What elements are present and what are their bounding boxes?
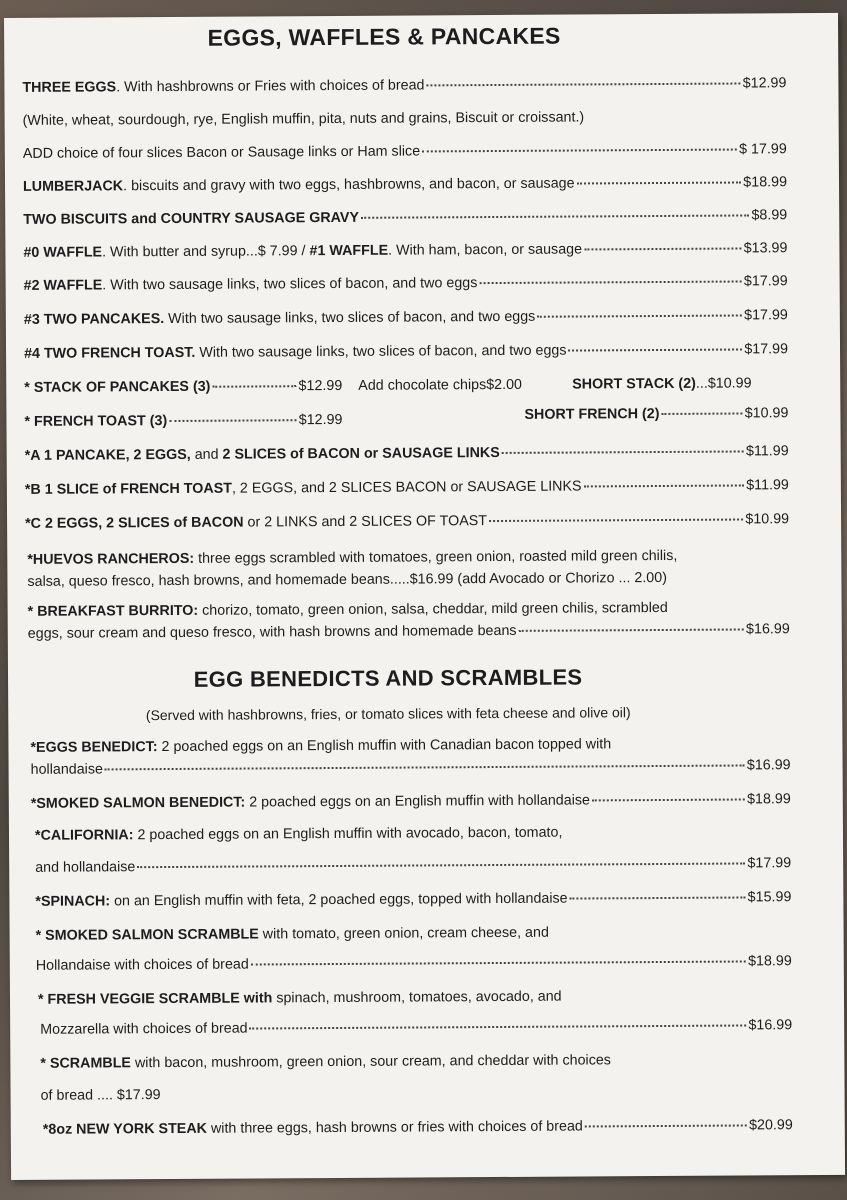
dot-leader	[585, 1124, 747, 1127]
menu-item-eggs-benedict	[30, 736, 611, 756]
item-name: *CALIFORNIA:	[34, 827, 134, 844]
dot-leader	[105, 764, 745, 770]
item-name: *SMOKED SALMON BENEDICT:	[30, 794, 246, 812]
dot-leader: ...	[695, 375, 708, 392]
item-desc-2: . With ham, bacon, or sausage	[388, 241, 583, 259]
dot-leader	[169, 419, 297, 422]
section-title-egg-benedicts-scrambles: EGG BENEDICTS AND SCRAMBLES	[193, 664, 583, 692]
menu-item-add-meat	[23, 141, 787, 162]
item-name-2: 2 SLICES of BACON or SAUSAGE LINKS	[222, 444, 500, 463]
item-desc: 2 poached eggs on an English muffin with Canadian bacon topped with	[157, 736, 612, 756]
item-name: * SMOKED SALMON SCRAMBLE	[35, 926, 259, 944]
item-desc: ADD choice of four slices Bacon or Sausage links or Ham slice	[22, 143, 421, 162]
item-desc: With two sausage links, two slices of bacon, and two eggs	[195, 342, 567, 361]
menu-item-breakfast-burrito	[28, 600, 668, 620]
item-name: #4 TWO FRENCH TOAST.	[24, 344, 196, 362]
menu-item-combo-a	[25, 443, 789, 464]
item-name: * SCRAMBLE	[40, 1055, 131, 1072]
item-price: $17.99	[747, 855, 792, 872]
item-price: $16.99	[746, 757, 791, 774]
item-desc: . With hashbrowns or Fries with choices of bread	[116, 77, 425, 96]
menu-item-french-toast-3	[24, 412, 342, 430]
item-price: $12.99	[298, 377, 343, 395]
item-name: #2 WAFFLE	[23, 277, 103, 294]
menu-item-short-stack	[572, 375, 751, 392]
item-price: $10.99	[745, 511, 790, 528]
item-name: *EGGS BENEDICT:	[30, 739, 158, 756]
item-name: SHORT STACK (2)	[572, 375, 696, 393]
dot-leader	[422, 149, 737, 153]
dot-leader	[584, 484, 745, 487]
section-title-eggs-waffles-pancakes: EGGS, WAFFLES & PANCAKES	[207, 22, 561, 51]
menu-item-fresh-veggie-scramble	[38, 989, 562, 1008]
menu-item-waffle-2	[24, 273, 788, 294]
section-serving-note: (Served with hashbrowns, fries, or tomato slices with feta cheese and olive oil)	[145, 704, 631, 724]
item-desc: chorizo, tomato, green onion, salsa, cheddar, mild green chilis, scrambled	[198, 599, 668, 619]
dot-leader	[489, 518, 743, 522]
item-price: $12.99	[298, 411, 343, 429]
menu-item-stack-of-pancakes	[24, 378, 342, 396]
dot-leader	[570, 896, 746, 899]
item-desc: and hollandaise	[35, 859, 136, 876]
dot-leader	[519, 628, 745, 631]
item-name: *A 1 PANCAKE, 2 EGGS,	[24, 446, 191, 464]
menu-item-lumberjack	[23, 174, 787, 195]
item-price: $11.99	[746, 477, 789, 494]
dot-leader	[137, 862, 745, 868]
item-desc: with three eggs, hash browns or fries with choices of bread	[206, 1118, 583, 1137]
item-desc: and	[190, 446, 223, 463]
item-name: *SPINACH:	[35, 893, 111, 910]
item-desc: 2 poached eggs on an English muffin with hollandaise	[245, 792, 591, 811]
item-name: LUMBERJACK	[22, 178, 124, 195]
item-desc: three eggs scrambled with tomatoes, green onion, roasted mild green chilis,	[194, 547, 678, 567]
menu-item-short-french	[524, 405, 788, 423]
item-desc: 2 poached eggs on an English muffin with avocado, bacon, tomato,	[133, 824, 563, 844]
item-name: TWO BISCUITS and COUNTRY SAUSAGE GRAVY	[23, 209, 360, 228]
item-name: * BREAKFAST BURRITO:	[27, 602, 199, 620]
item-price: $17.99	[744, 307, 788, 324]
item-name: * FRESH VEGGIE SCRAMBLE with	[37, 990, 273, 1008]
dot-leader	[568, 348, 742, 351]
fresh-veggie-scramble-line2	[40, 1017, 792, 1038]
item-price: $17.99	[743, 273, 788, 290]
item-price: $16.99	[745, 621, 790, 638]
item-price: $10.99	[707, 375, 752, 392]
dot-leader	[661, 412, 742, 414]
item-desc: Hollandaise with choices of bread	[35, 956, 249, 974]
menu-item-two-pancakes	[24, 307, 788, 328]
menu-page	[4, 13, 845, 1180]
item-desc: eggs, sour cream and queso fresco, with hash browns and homemade beans	[27, 622, 517, 642]
item-price: $18.99	[747, 953, 792, 970]
item-name: * STACK OF PANCAKES (3)	[24, 378, 211, 396]
dot-leader	[212, 385, 296, 388]
item-desc: . With butter and syrup...$ 7.99 /	[102, 243, 310, 261]
menu-item-smoked-salmon-scramble	[36, 925, 549, 944]
item-desc: spinach, mushroom, tomatoes, avocado, and	[272, 988, 562, 1007]
smoked-salmon-scramble-line2	[36, 953, 792, 974]
menu-item-california	[35, 825, 563, 844]
dot-leader	[361, 214, 749, 218]
menu-item-smoked-salmon-benedict	[31, 791, 791, 812]
item-price: $15.99	[747, 889, 792, 906]
dot-leader	[251, 960, 746, 965]
item-price: $16.99	[748, 1017, 793, 1034]
item-name: #3 TWO PANCAKES.	[23, 311, 165, 328]
dot-leader	[577, 181, 742, 184]
menu-item-scramble	[40, 1052, 611, 1071]
item-name: *C 2 EGGS, 2 SLICES of BACON	[25, 514, 244, 532]
menu-item-three-eggs	[22, 75, 786, 96]
dot-leader	[592, 798, 745, 801]
dot-leader	[426, 83, 740, 87]
menu-item-huevos-rancheros	[27, 548, 677, 568]
menu-item-biscuits-gravy	[23, 207, 787, 228]
huevos-rancheros-line2: salsa, queso fresco, hash browns, and homemade beans.....$16.99 (add Avocado or Chorizo ... 2.00)	[27, 569, 667, 590]
bread-choices-note: (White, wheat, sourdough, rye, English muffin, pita, nuts and grains, Biscuit or croissant.)	[22, 109, 585, 129]
dot-leader	[502, 450, 744, 453]
item-price: $10.99	[744, 405, 789, 422]
menu-item-new-york-steak	[43, 1117, 793, 1138]
item-name-2: #1 WAFFLE	[309, 242, 389, 260]
item-price: $17.99	[744, 341, 789, 358]
menu-item-spinach	[35, 889, 791, 910]
dot-leader	[250, 1024, 747, 1029]
eggs-benedict-line2	[31, 757, 791, 778]
dot-leader	[479, 280, 742, 284]
item-desc: Mozzarella with choices of bread	[40, 1020, 248, 1038]
item-desc: . With two sausage links, two slices of bacon, and two eggs	[102, 275, 478, 294]
item-price: $18.99	[747, 791, 791, 808]
menu-item-waffles-0-1	[23, 240, 787, 261]
chocolate-chips-addon: Add chocolate chips$2.00	[358, 376, 523, 394]
item-price: $13.99	[743, 240, 788, 257]
item-name: #0 WAFFLE	[23, 244, 103, 261]
breakfast-burrito-line2	[28, 621, 790, 642]
item-price: $20.99	[748, 1117, 793, 1134]
menu-item-combo-c	[25, 511, 789, 532]
item-desc: , 2 EGGS, and 2 SLICES BACON or SAUSAGE LINKS	[231, 478, 582, 497]
item-name: THREE EGGS	[22, 79, 117, 96]
item-desc: with tomato, green onion, cream cheese, and	[258, 924, 549, 943]
item-desc: With two sausage links, two slices of bacon, and two eggs	[164, 308, 536, 328]
menu-item-combo-b	[25, 477, 789, 498]
menu-item-two-french-toast	[24, 341, 788, 362]
dot-leader	[584, 247, 742, 250]
item-name: *HUEVOS RANCHEROS:	[27, 550, 195, 568]
dot-leader	[537, 314, 742, 317]
scramble-line2: of bread .... $17.99	[40, 1087, 161, 1104]
item-desc: or 2 LINKS and 2 SLICES OF TOAST	[243, 513, 488, 531]
item-desc: . biscuits and gravy with two eggs, hashbrowns, and bacon, or sausage	[123, 175, 575, 195]
item-name: *B 1 SLICE of FRENCH TOAST	[24, 480, 232, 498]
item-price: $12.99	[742, 75, 787, 92]
item-desc: hollandaise	[30, 761, 103, 778]
item-name: SHORT FRENCH (2)	[524, 406, 660, 423]
california-line2	[35, 855, 791, 876]
item-price: $18.99	[743, 174, 788, 191]
item-price: $11.99	[745, 443, 789, 460]
item-desc: with bacon, mushroom, green onion, sour cream, and cheddar with choices	[130, 1052, 611, 1072]
item-name: * FRENCH TOAST (3)	[24, 413, 168, 430]
item-name: *8oz NEW YORK STEAK	[42, 1120, 208, 1138]
item-price: $ 17.99	[739, 141, 787, 158]
item-desc: on an English muffin with feta, 2 poached eggs, topped with hollandaise	[110, 890, 568, 910]
item-price: $8.99	[751, 207, 788, 224]
